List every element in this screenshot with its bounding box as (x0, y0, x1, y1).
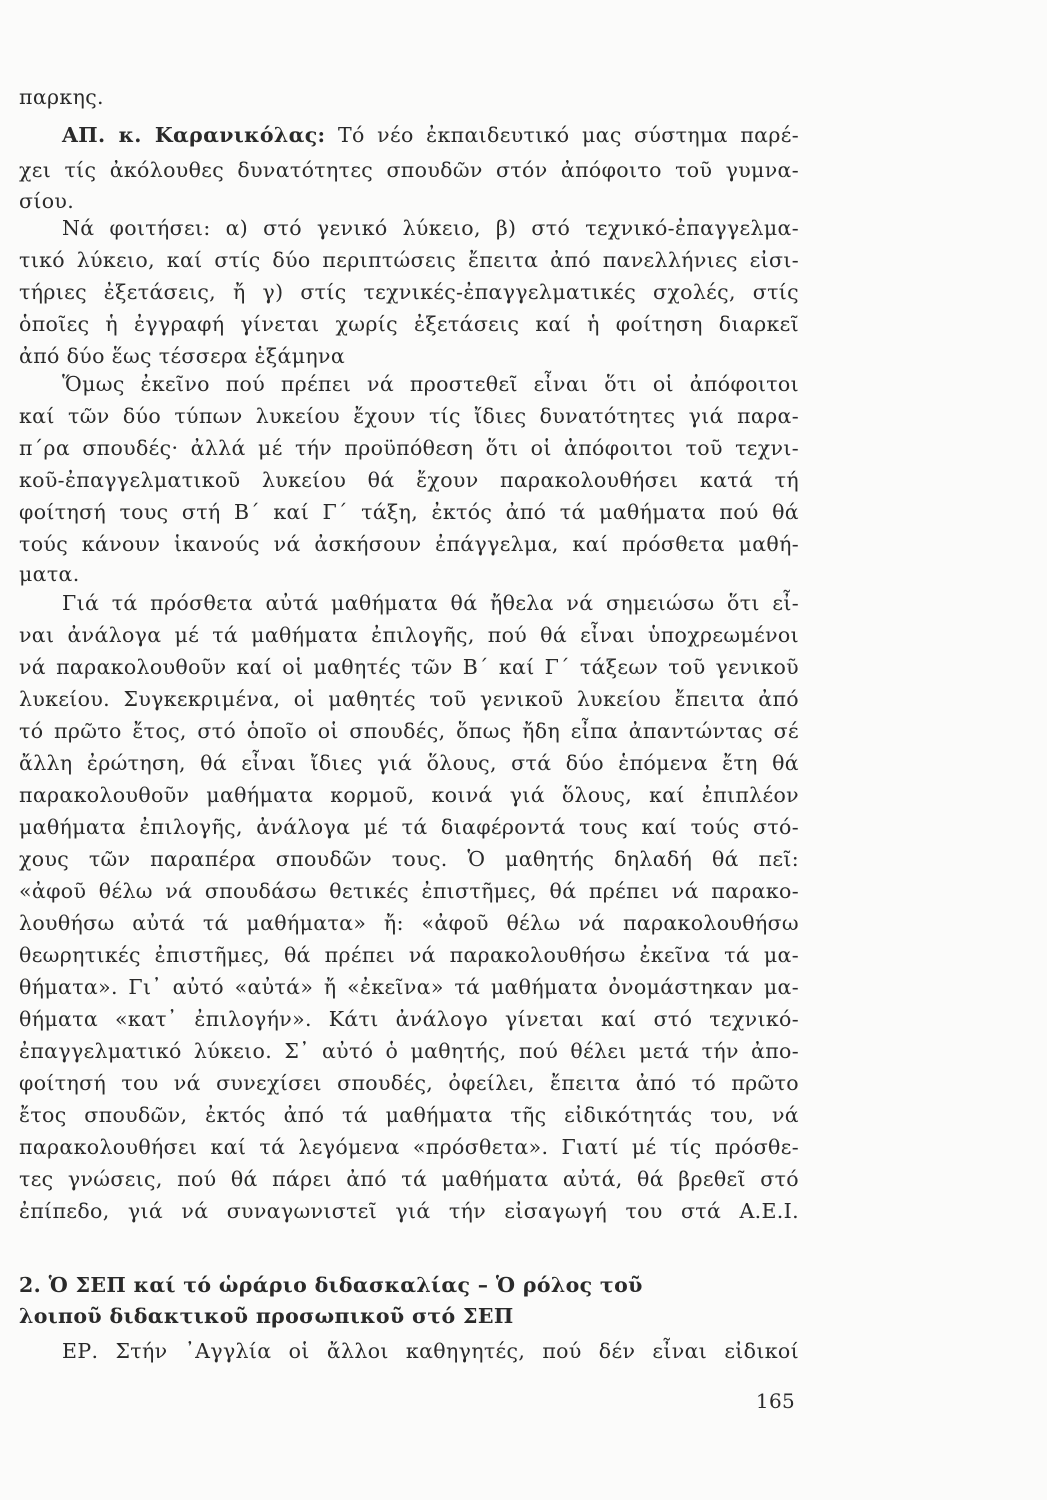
text-line: κοῦ-ἐπαγγελματικοῦ λυκείου θά ἔχουν παρακολουθήσει κατά τή (19, 468, 799, 492)
text-line: τήριες ἐξετάσεις, ἤ γ) στίς τεχνικές-ἐπαγγελματικές σχολές, στίς (19, 280, 799, 304)
text-line: λουθήσω αὐτά τά μαθήματα» ἤ: «ἀφοῦ θέλω νά παρακολουθήσω (19, 911, 799, 935)
question-line: ΕΡ. Στήν ᾿Αγγλία οἱ ἄλλοι καθηγητές, πού δέν εἶναι εἰδικοί (62, 1339, 799, 1363)
text-line: Νά φοιτήσει: α) στό γενικό λύκειο, β) στό τεχνικό-ἐπαγγελμα- (62, 216, 799, 240)
text-line: ἀπό δύο ἕως τέσσερα ἑξάμηνα (19, 344, 346, 368)
section-heading: λοιποῦ διδακτικοῦ προσωπικοῦ στό ΣΕΠ (19, 1304, 514, 1328)
text-line: ματα. (19, 562, 80, 586)
text-line: Ὅμως ἐκεῖνο πού πρέπει νά προστεθεῖ εἶναι ὅτι οἱ ἀπόφοιτοι (62, 372, 799, 396)
text-line: ναι ἀνάλογα μέ τά μαθήματα ἐπιλογῆς, πού θά εἶναι ὑποχρεωμένοι (19, 623, 799, 647)
text-line: φοίτησή του νά συνεχίσει σπουδές, ὀφείλει, ἔπειτα ἀπό τό πρῶτο (19, 1071, 799, 1095)
text-line: παρακολουθήσει καί τά λεγόμενα «πρόσθετα». Γιατί μέ τίς πρόσθε- (19, 1135, 799, 1159)
text-line: τό πρῶτο ἔτος, στό ὁποῖο οἱ σπουδές, ὅπως ἤδη εἶπα ἀπαντώντας σέ (19, 719, 799, 743)
text-line (19, 117, 799, 153)
page-number: 165 (755, 1389, 795, 1413)
text-line: σίου. (19, 189, 75, 213)
text-line: ὁποῖες ἡ ἐγγραφή γίνεται χωρίς ἐξετάσεις καί ἡ φοίτηση διαρκεῖ (19, 312, 799, 336)
text-line: παρακολουθοῦν μαθήματα κορμοῦ, κοινά γιά ὅλους, καί ἐπιπλέον (19, 783, 799, 807)
text-line: θήματα «κατ᾽ ἐπιλογήν». Κάτι ἀνάλογο γίνεται καί στό τεχνικό- (19, 1007, 799, 1031)
text-line: χους τῶν παραπέρα σπουδῶν τους. Ὁ μαθητής δηλαδή θά πεῖ: (19, 847, 799, 871)
text-line: μαθήματα ἐπιλογῆς, ἀνάλογα μέ τά διαφέροντά τους καί τούς στό- (19, 815, 799, 839)
section-heading: 2. Ὁ ΣΕΠ καί τό ὡράριο διδασκαλίας – Ὁ ρόλος τοῦ (19, 1273, 643, 1297)
text-line: ἔτος σπουδῶν, ἐκτός ἀπό τά μαθήματα τῆς εἰδικότητάς του, νά (19, 1103, 799, 1127)
text-line: τες γνώσεις, πού θά πάρει ἀπό τά μαθήματα αὐτά, θά βρεθεῖ στό (19, 1167, 799, 1191)
text-line: ἐπίπεδο, γιά νά συναγωνιστεῖ γιά τήν εἰσαγωγή του στά Α.Ε.Ι. (19, 1199, 799, 1223)
text-line: θεωρητικές ἐπιστῆμες, θά πρέπει νά παρακολουθήσω ἐκεῖνα τά μα- (19, 943, 799, 967)
text-line: π΄ρα σπουδές· ἀλλά μέ τήν προϋπόθεση ὅτι οἱ ἀπόφοιτοι τοῦ τεχνι- (19, 436, 799, 460)
text-line: καί τῶν δύο τύπων λυκείου ἔχουν τίς ἴδιες δυνατότητες γιά παρα- (19, 404, 799, 428)
text-line: τικό λύκειο, καί στίς δύο περιπτώσεις ἔπειτα ἀπό πανελλήνιες εἰσι- (19, 248, 799, 272)
text-line: φοίτησή τους στή Β΄ καί Γ΄ τάξη, ἐκτός ἀπό τά μαθήματα πού θά (19, 500, 799, 524)
speaker-label: ΑΠ. κ. Καρανικόλας: (62, 123, 326, 147)
text-line: ἐπαγγελματικό λύκειο. Σ᾽ αὐτό ὁ μαθητής, πού θέλει μετά τήν ἀπο- (19, 1039, 799, 1063)
text-line: παρκης. (19, 85, 104, 109)
text-line: χει τίς ἀκόλουθες δυνατότητες σπουδῶν στόν ἀπόφοιτο τοῦ γυμνα- (19, 158, 799, 182)
text-line: θήματα». Γι᾽ αὐτό «αὐτά» ἤ «ἐκεῖνα» τά μαθήματα ὀνομάστηκαν μα- (19, 975, 799, 999)
text-line: νά παρακολουθοῦν καί οἱ μαθητές τῶν Β΄ καί Γ΄ τάξεων τοῦ γενικοῦ (19, 655, 799, 679)
text-line: «ἀφοῦ θέλω νά σπουδάσω θετικές ἐπιστῆμες, θά πρέπει νά παρακο- (19, 879, 799, 903)
text-line: τούς κάνουν ἱκανούς νά ἀσκήσουν ἐπάγγελμα, καί πρόσθετα μαθή- (19, 532, 799, 556)
text-line: λυκείου. Συγκεκριμένα, οἱ μαθητές τοῦ γενικοῦ λυκείου ἔπειτα ἀπό (19, 687, 799, 711)
text-line: Γιά τά πρόσθετα αὐτά μαθήματα θά ἤθελα νά σημειώσω ὅτι εἶ- (62, 591, 799, 615)
text-line: ἄλλη ἐρώτηση, θά εἶναι ἴδιες γιά ὅλους, στά δύο ἑπόμενα ἔτη θά (19, 751, 799, 775)
text-span: Τό νέο ἐκπαιδευτικό μας σύστημα παρέ- (325, 123, 799, 147)
